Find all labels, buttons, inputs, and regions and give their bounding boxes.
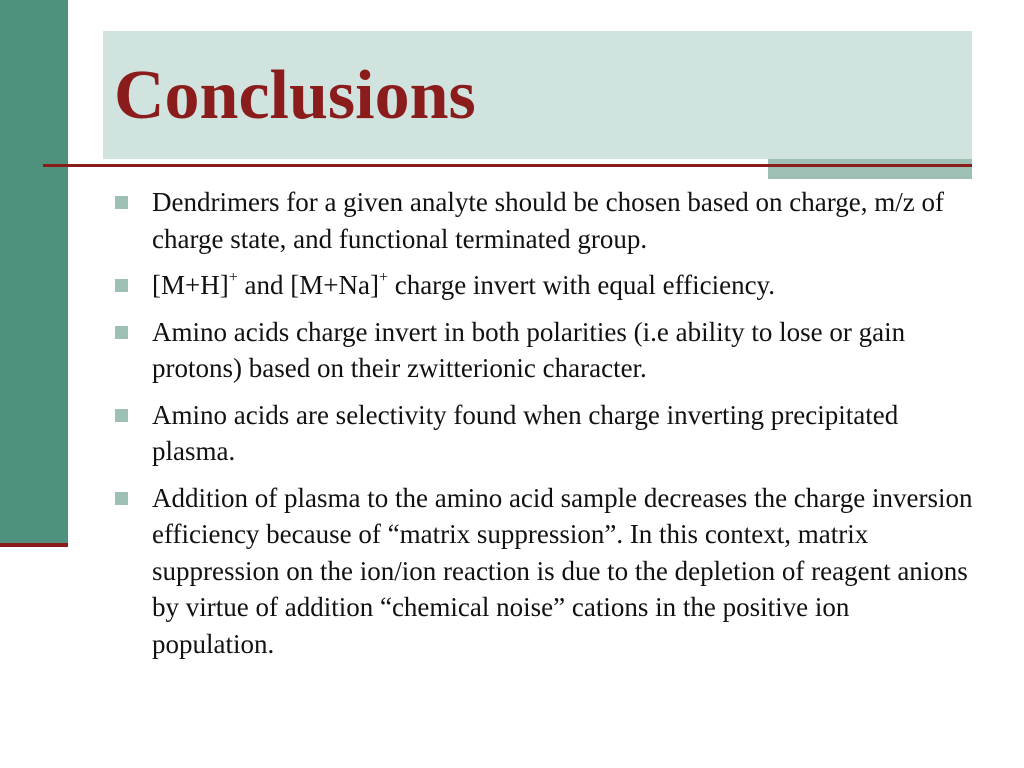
bullet-text: Addition of plasma to the amino acid sample decreases the charge inversion efficiency because of “matrix suppression”. In this context, matrix suppression on the ion/ion reaction is due to the depletion of reagent anions by virtue of addition “chemical noise” cations in the positive ion population. [152,482,973,659]
left-accent-bar [0,0,68,543]
divider-accent-line [768,164,972,167]
bullet-item-5 [115,480,975,663]
bullet-item-1 [115,184,975,257]
bullet-text: Dendrimers for a given analyte should be chosen based on charge, m/z of charge state, and functional terminated group. [152,187,944,254]
superscript-charge: + [228,269,238,286]
bullet-text: Amino acids are selectivity found when charge inverting precipitated plasma. [152,399,899,466]
slide-title: Conclusions [114,57,476,134]
bullet-item-2 [115,267,975,304]
bullet-list [115,184,975,672]
square-bullet-icon [115,492,128,505]
bullet-text-part: and [M+Na] [237,270,379,300]
bullet-item-3 [115,314,975,387]
square-bullet-icon [115,326,128,339]
divider-accent-block [768,159,972,179]
bullet-text-part: [M+H] [152,270,229,300]
bullet-text-part: charge invert with equal efficiency. [387,270,776,300]
left-accent-underline [0,543,68,547]
superscript-charge: + [378,269,388,286]
bullet-item-4 [115,397,975,470]
bullet-text: Amino acids charge invert in both polarities (i.e ability to lose or gain protons) based on their zwitterionic character. [152,316,906,383]
square-bullet-icon [115,196,128,209]
square-bullet-icon [115,279,128,292]
square-bullet-icon [115,409,128,422]
